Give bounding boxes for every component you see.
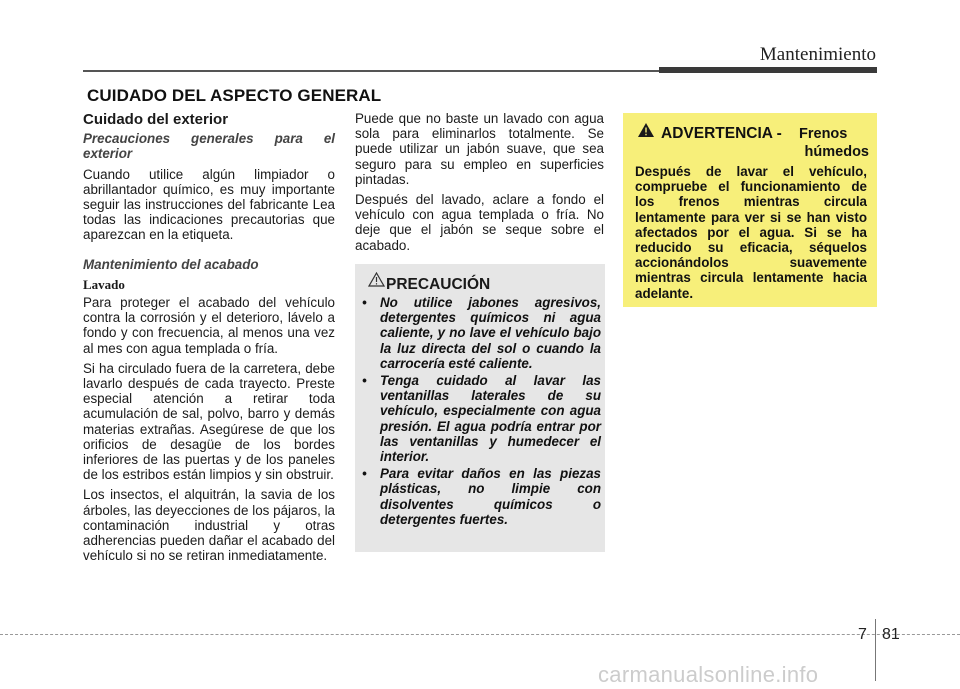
caution-item bbox=[361, 466, 601, 527]
column-left bbox=[83, 112, 335, 568]
caution-item-text: Tenga cuidado al lavar las ventanillas laterales de su vehículo, especialmente con agua presión. El agua podría entrar por las ventanillas y humedecer el interior. bbox=[380, 373, 601, 465]
chapter-header-title: Mantenimiento bbox=[759, 44, 876, 65]
bullet: • bbox=[362, 373, 367, 389]
paragraph: Los insectos, el alquitrán, la savia de los árboles, las deyecciones de los pájaros, la contaminación industrial y otras adherencias pueden dañar el acabado del vehículo si no se retiran inmediatamente. bbox=[83, 487, 335, 564]
section-title: CUIDADO DEL ASPECTO GENERAL bbox=[87, 86, 382, 105]
bullet: • bbox=[362, 466, 367, 482]
bullet: • bbox=[362, 295, 367, 310]
warning-subtitle-line2: húmedos bbox=[804, 144, 869, 160]
caution-item bbox=[361, 295, 601, 371]
warning-box bbox=[623, 113, 877, 307]
subsection-heading: Cuidado del exterior bbox=[83, 111, 229, 128]
caution-item-text: Para evitar daños en las piezas plásticas, no limpie con disolventes químicos o detergentes fuertes. bbox=[380, 466, 601, 527]
column-middle bbox=[355, 111, 604, 258]
warning-subtitle-line1: Frenos bbox=[799, 126, 848, 142]
warning-body: Después de lavar el vehículo, compruebe el funcionamiento de los frenos mientras circula lentamente para ver si se han visto afectados por el agua. Si se ha reducido su eficacia, séquelos accionándolos suavemente mientras circula lentamente hacia adelante. bbox=[635, 164, 867, 301]
paragraph: Si ha circulado fuera de la carretera, debe lavarlo después de cada trayecto. Preste especial atención a retirar toda acumulación de sal, polvo, barro y demás materias extrañas. Asegúrese de que los orificios de desagüe de los bordes inferiores de las puertas y de los paneles de los estribos están limpios y sin obstruir. bbox=[83, 360, 335, 483]
subheading-general-precautions: Precauciones generales para el exterior bbox=[83, 131, 335, 162]
footer-rule bbox=[0, 634, 960, 636]
header-accent-bar bbox=[659, 67, 877, 73]
caution-item-text: No utilice jabones agresivos, detergentes químicos ni agua caliente, y no lave el vehículo bajo la luz directa del sol o cuando la carrocería esté caliente. bbox=[380, 295, 601, 371]
page-number: 81 bbox=[882, 626, 900, 643]
paragraph: Después del lavado, aclare a fondo el vehículo con agua templada o fría. No deje que el jabón se seque sobre el acabado. bbox=[355, 192, 604, 253]
label-lavado: Lavado bbox=[83, 276, 125, 292]
watermark: carmanualsonline.info bbox=[598, 662, 819, 687]
warning-triangle-filled-icon bbox=[637, 122, 655, 138]
paragraph: Cuando utilice algún limpiador o abrillantador químico, es muy importante seguir las instrucciones del fabricante Lea todas las indicaciones precautorias que aparezcan en la etiqueta. bbox=[83, 166, 335, 243]
footer-divider bbox=[875, 619, 876, 681]
paragraph: Puede que no baste un lavado con agua sola para eliminarlos totalmente. Se puede utilizar un jabón suave, que sea seguro para su empleo en superficies pintadas. bbox=[355, 111, 604, 187]
warning-triangle-outline-icon bbox=[368, 272, 385, 287]
caution-title: PRECAUCIÓN bbox=[386, 276, 491, 293]
warning-title: ADVERTENCIA - bbox=[661, 125, 782, 142]
caution-box bbox=[355, 264, 605, 552]
subheading-finish-maintenance: Mantenimiento del acabado bbox=[83, 256, 259, 272]
chapter-number: 7 bbox=[858, 626, 867, 643]
caution-list bbox=[361, 295, 601, 529]
caution-item bbox=[361, 373, 601, 464]
header-rule bbox=[83, 70, 659, 72]
paragraph: Para proteger el acabado del vehículo contra la corrosión y el deterioro, lávelo a fondo y con frecuencia, al menos una vez al mes con agua templada o fría. bbox=[83, 295, 335, 356]
